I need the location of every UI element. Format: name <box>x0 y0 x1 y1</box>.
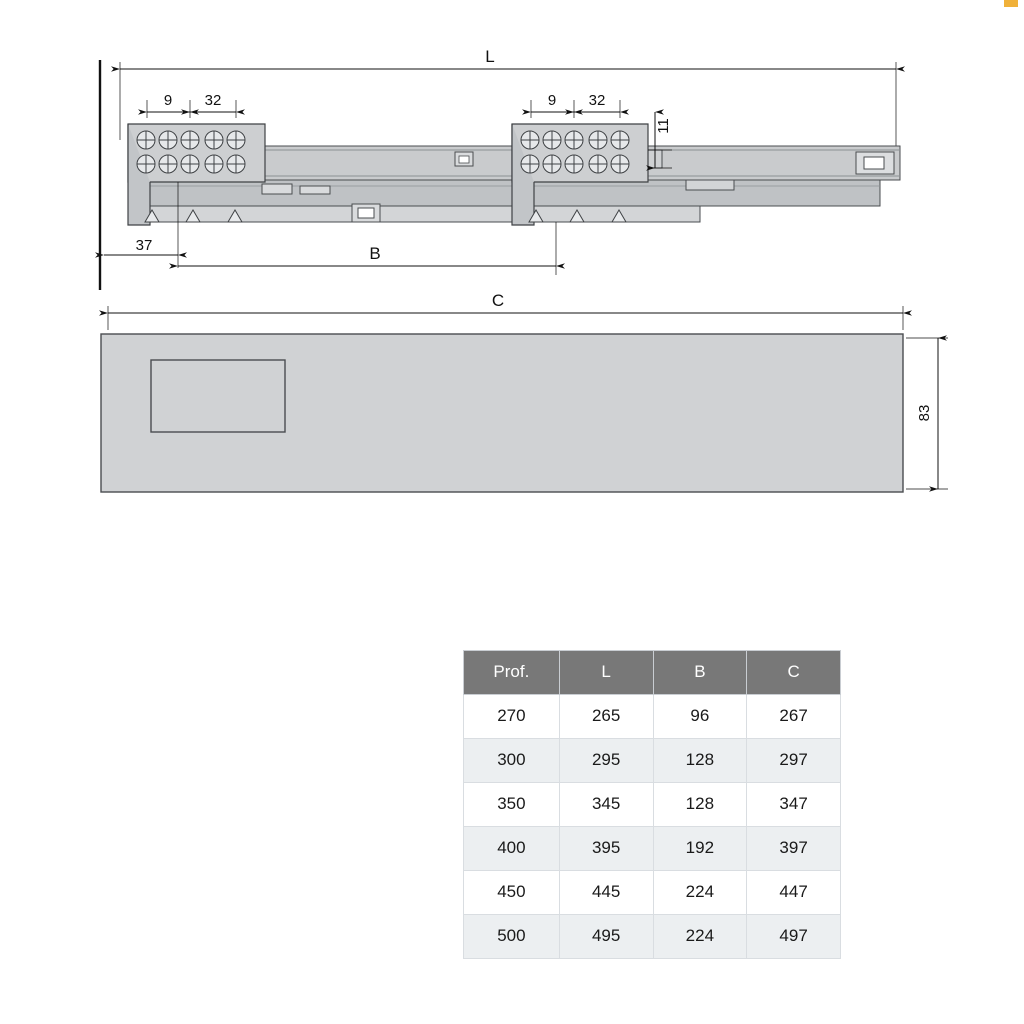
cell-b: 128 <box>653 783 747 827</box>
cell-b: 224 <box>653 871 747 915</box>
col-header-prof: Prof. <box>464 651 560 695</box>
table-row <box>464 695 841 739</box>
dim-83: 83 <box>916 404 933 422</box>
cell-l: 395 <box>559 827 653 871</box>
dim-11: 11 <box>655 118 672 134</box>
cell-b: 224 <box>653 915 747 959</box>
table-row <box>464 827 841 871</box>
dim-C-label: C <box>491 291 505 310</box>
dim-32-right: 32 <box>588 92 606 109</box>
cell-l: 345 <box>559 783 653 827</box>
cell-l: 445 <box>559 871 653 915</box>
cell-c: 297 <box>747 739 841 783</box>
table-row <box>464 871 841 915</box>
table-row <box>464 739 841 783</box>
cell-prof: 300 <box>464 739 560 783</box>
cell-prof: 450 <box>464 871 560 915</box>
spec-table-container <box>463 650 841 959</box>
cell-l: 265 <box>559 695 653 739</box>
col-header-c: C <box>747 651 841 695</box>
cell-l: 495 <box>559 915 653 959</box>
cell-prof: 500 <box>464 915 560 959</box>
spec-table <box>463 650 841 959</box>
cell-l: 295 <box>559 739 653 783</box>
cell-c: 347 <box>747 783 841 827</box>
cell-prof: 350 <box>464 783 560 827</box>
table-row <box>464 783 841 827</box>
table-row <box>464 915 841 959</box>
dim-9-left: 9 <box>163 92 173 109</box>
cell-b: 128 <box>653 739 747 783</box>
table-header-row <box>464 651 841 695</box>
dim-9-right: 9 <box>547 92 557 109</box>
dim-B-label: B <box>369 244 381 263</box>
cell-c: 447 <box>747 871 841 915</box>
cell-b: 192 <box>653 827 747 871</box>
cell-c: 497 <box>747 915 841 959</box>
dim-32-left: 32 <box>204 92 222 109</box>
col-header-l: L <box>559 651 653 695</box>
cell-b: 96 <box>653 695 747 739</box>
dim-L-label: L <box>485 47 495 66</box>
col-header-b: B <box>653 651 747 695</box>
cell-c: 397 <box>747 827 841 871</box>
cell-prof: 400 <box>464 827 560 871</box>
cell-c: 267 <box>747 695 841 739</box>
dim-37: 37 <box>135 237 153 254</box>
cell-prof: 270 <box>464 695 560 739</box>
